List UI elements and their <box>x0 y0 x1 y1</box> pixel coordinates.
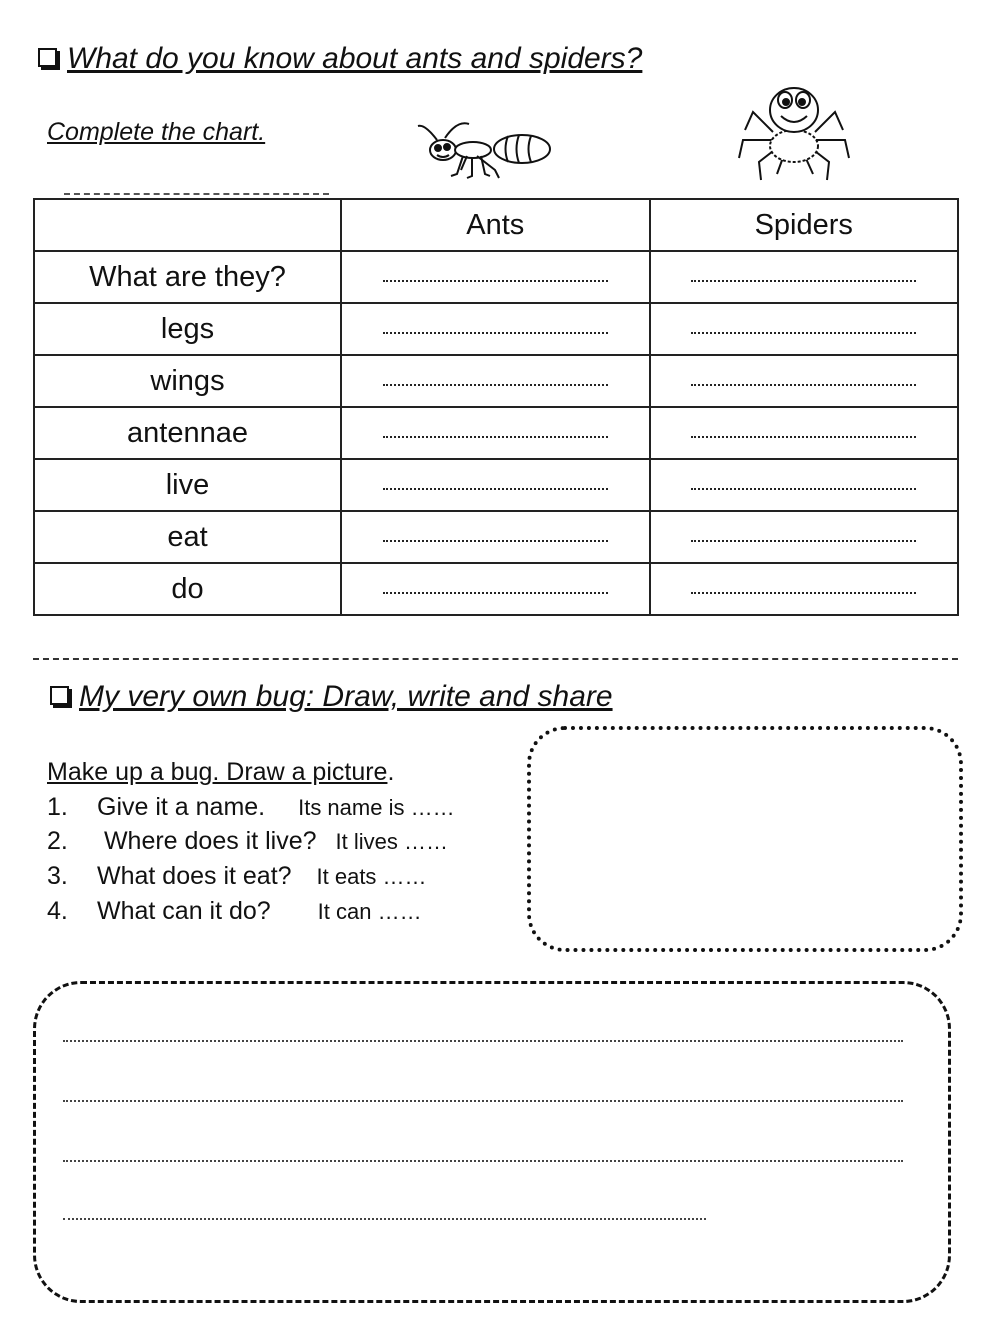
row-label: antennae <box>34 407 341 459</box>
table-row <box>34 563 958 615</box>
header-cell-spiders: Spiders <box>650 199 959 251</box>
item-question: Give it a name. <box>97 793 266 821</box>
spiders-answer-blank[interactable] <box>650 355 959 407</box>
spiders-answer-blank[interactable] <box>650 459 959 511</box>
item-number: 2. <box>47 827 68 855</box>
dotted-line <box>383 378 608 386</box>
dotted-line <box>383 586 608 594</box>
item-hint: It eats …… <box>316 864 427 889</box>
ants-answer-blank[interactable] <box>341 303 650 355</box>
header-cell-empty <box>34 199 341 251</box>
list-item <box>47 827 448 856</box>
section-divider <box>33 658 958 660</box>
writing-line[interactable] <box>63 1218 706 1220</box>
drawing-box[interactable] <box>527 726 963 952</box>
section1-heading <box>38 42 642 76</box>
spiders-answer-blank[interactable] <box>650 407 959 459</box>
row-label: live <box>34 459 341 511</box>
ant-icon <box>415 118 555 186</box>
dotted-line <box>691 430 916 438</box>
section1-title: What do you know about ants and spiders? <box>67 42 643 75</box>
checkbox-icon <box>50 686 69 705</box>
ants-answer-blank[interactable] <box>341 563 650 615</box>
table-row <box>34 511 958 563</box>
spider-icon <box>735 82 853 186</box>
table-row <box>34 251 958 303</box>
dotted-line <box>691 586 916 594</box>
spiders-answer-blank[interactable] <box>650 563 959 615</box>
section2-title: My very own bug: Draw, write and share <box>79 680 613 713</box>
item-question: Where does it live? <box>97 827 317 855</box>
item-question: What can it do? <box>97 897 271 925</box>
dotted-line <box>383 482 608 490</box>
dotted-line <box>691 274 916 282</box>
writing-line[interactable] <box>63 1040 903 1042</box>
checkbox-icon <box>38 48 57 67</box>
spiders-answer-blank[interactable] <box>650 251 959 303</box>
row-label: What are they? <box>34 251 341 303</box>
ants-answer-blank[interactable] <box>341 407 650 459</box>
writing-line[interactable] <box>63 1160 903 1162</box>
dotted-line <box>383 274 608 282</box>
writing-line[interactable] <box>63 1100 903 1102</box>
row-label: do <box>34 563 341 615</box>
ants-spiders-chart <box>33 198 959 616</box>
spiders-answer-blank[interactable] <box>650 511 959 563</box>
item-hint: It lives …… <box>335 829 448 854</box>
chart-instruction: Complete the chart. <box>47 118 266 146</box>
row-label: wings <box>34 355 341 407</box>
ants-answer-blank[interactable] <box>341 511 650 563</box>
ants-answer-blank[interactable] <box>341 251 650 303</box>
dotted-line <box>383 326 608 334</box>
section2-heading <box>50 680 613 714</box>
table-row <box>34 459 958 511</box>
item-number: 1. <box>47 793 68 821</box>
dotted-line <box>383 534 608 542</box>
dotted-line <box>383 430 608 438</box>
table-row <box>34 407 958 459</box>
ants-answer-blank[interactable] <box>341 355 650 407</box>
dotted-line <box>691 326 916 334</box>
list-item <box>47 793 455 822</box>
intro-punct: . <box>387 758 395 786</box>
table-row <box>34 303 958 355</box>
instruction-underline <box>64 193 329 195</box>
writing-box[interactable] <box>33 981 951 1303</box>
dotted-line <box>691 534 916 542</box>
spiders-answer-blank[interactable] <box>650 303 959 355</box>
list-item <box>47 862 427 891</box>
item-question: What does it eat? <box>97 862 292 890</box>
ants-answer-blank[interactable] <box>341 459 650 511</box>
dotted-line <box>691 482 916 490</box>
chart-header-row <box>34 199 958 251</box>
row-label: eat <box>34 511 341 563</box>
row-label: legs <box>34 303 341 355</box>
instructions-intro <box>47 758 394 787</box>
item-hint: Its name is …… <box>298 795 455 820</box>
item-number: 3. <box>47 862 68 890</box>
table-row <box>34 355 958 407</box>
intro-text: Make up a bug. Draw a picture <box>47 758 388 786</box>
header-cell-ants: Ants <box>341 199 650 251</box>
dotted-line <box>691 378 916 386</box>
list-item <box>47 897 422 926</box>
item-hint: It can …… <box>317 899 422 924</box>
item-number: 4. <box>47 897 68 925</box>
